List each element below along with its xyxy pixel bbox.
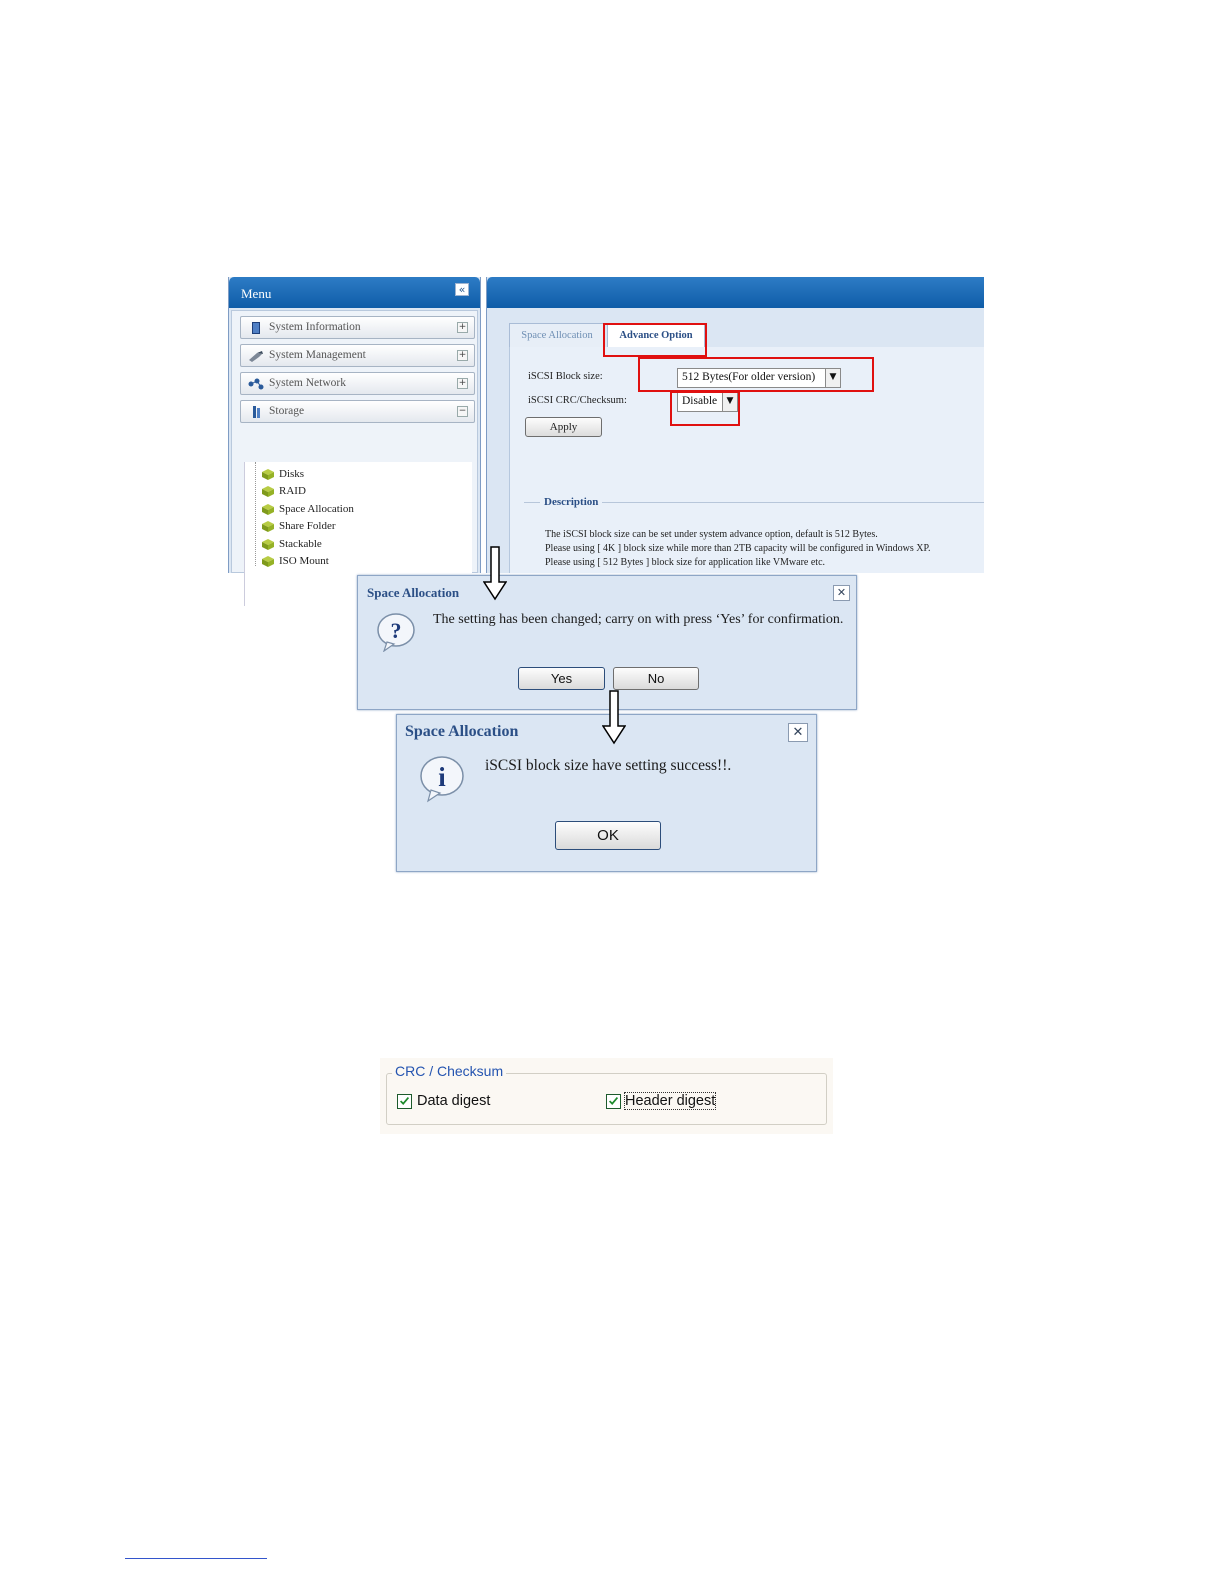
ok-button[interactable]: OK: [555, 821, 661, 850]
yes-button[interactable]: Yes: [518, 667, 605, 690]
disk-stack-icon: [261, 538, 275, 551]
success-message: iSCSI block size have setting success!!.: [485, 757, 732, 774]
confirm-dialog-title: Space Allocation: [367, 585, 460, 600]
sidebar-item-raid[interactable]: [261, 485, 306, 502]
sidebar-item-stackable[interactable]: [261, 538, 322, 555]
collapse-icon[interactable]: −: [458, 406, 467, 416]
tab-label: Advance Option: [619, 330, 693, 341]
menu-item-label: System Information: [269, 321, 361, 333]
sidebar-item-label: Disks: [279, 468, 305, 480]
block-size-value: 512 Bytes(For older version): [682, 371, 816, 383]
block-size-label: iSCSI Block size:: [528, 371, 603, 382]
menu-panel: [228, 277, 481, 573]
disk-stack-icon: [261, 468, 275, 481]
book-icon: [248, 321, 264, 335]
menu-item-label: Storage: [269, 405, 305, 417]
success-dialog-title: Space Allocation: [405, 723, 519, 740]
menu-header: [229, 277, 480, 308]
storage-icon: [248, 405, 264, 419]
crc-legend: CRC / Checksum: [392, 1063, 506, 1079]
sidebar-item-label: Space Allocation: [279, 503, 354, 515]
sidebar-item-label: RAID: [279, 485, 306, 497]
tab-strip: [509, 323, 984, 348]
sidebar-item-disks[interactable]: [261, 468, 304, 485]
main-header: [487, 277, 984, 308]
description-line: The iSCSI block size can be set under system advance option, default is 512 Bytes.: [545, 529, 878, 540]
tree-line: [255, 462, 256, 566]
menu-item-label: System Management: [269, 349, 366, 361]
data-digest-checkbox[interactable]: [397, 1094, 412, 1109]
no-button[interactable]: No: [613, 667, 699, 690]
close-icon[interactable]: ✕: [788, 723, 808, 742]
sidebar-item-iso-mount[interactable]: [261, 555, 329, 572]
tab-space-allocation[interactable]: [509, 323, 605, 348]
footnote-divider: [125, 1558, 267, 1559]
menu-item-system-information[interactable]: [240, 316, 475, 339]
crc-label: iSCSI CRC/Checksum:: [528, 395, 627, 406]
description-line: Please using [ 512 Bytes ] block size for application like VMware etc.: [545, 557, 826, 568]
header-digest-checkbox[interactable]: [606, 1094, 621, 1109]
question-icon: [374, 612, 418, 652]
svg-text:?: ?: [390, 618, 402, 643]
header-digest-label: Header digest: [625, 1093, 716, 1109]
sidebar-item-label: ISO Mount: [279, 555, 329, 567]
sidebar-item-space-allocation[interactable]: [261, 503, 354, 520]
expand-icon[interactable]: +: [458, 350, 467, 360]
down-arrow-icon: [602, 690, 626, 745]
checkmark-icon: [398, 1095, 411, 1108]
svg-text:i: i: [438, 762, 446, 792]
menu-item-system-network[interactable]: [240, 372, 475, 395]
checkmark-icon: [607, 1095, 620, 1108]
crc-checksum-panel: [380, 1058, 833, 1134]
highlight-tab: [603, 323, 707, 357]
info-icon: [417, 755, 467, 803]
menu-body: [231, 310, 478, 573]
collapse-menu-icon[interactable]: «: [455, 283, 469, 296]
close-icon[interactable]: ✕: [833, 585, 850, 601]
down-arrow-icon: [483, 546, 507, 601]
tab-label: Space Allocation: [521, 330, 593, 341]
highlight-block-size: [638, 357, 874, 392]
disk-stack-icon: [261, 485, 275, 498]
disk-stack-icon: [261, 520, 275, 533]
crc-value: Disable: [682, 395, 718, 407]
apply-button[interactable]: Apply: [525, 417, 602, 437]
expand-icon[interactable]: +: [458, 378, 467, 388]
disk-stack-icon: [261, 503, 275, 516]
menu-item-label: System Network: [269, 377, 346, 389]
menu-title: Menu: [241, 286, 272, 301]
network-icon: [248, 377, 264, 391]
description-line: Please using [ 4K ] block size while more than 2TB capacity will be configured in Windows XP.: [545, 543, 931, 554]
data-digest-label: Data digest: [417, 1093, 491, 1109]
highlight-crc: [670, 391, 740, 426]
confirm-message: The setting has been changed; carry on with press ‘Yes’ for confirmation.: [433, 612, 844, 627]
disk-stack-icon: [261, 555, 275, 568]
expand-icon[interactable]: +: [458, 322, 467, 332]
description-title: Description: [540, 496, 602, 508]
menu-item-storage[interactable]: [240, 400, 475, 423]
menu-item-system-management[interactable]: [240, 344, 475, 367]
chevron-down-icon[interactable]: ▼: [722, 393, 737, 411]
sidebar-item-share-folder[interactable]: [261, 520, 336, 537]
sidebar-item-label: Stackable: [279, 538, 322, 550]
sidebar-item-label: Share Folder: [279, 520, 336, 532]
chevron-down-icon[interactable]: ▼: [825, 369, 840, 387]
wrench-icon: [248, 349, 264, 363]
